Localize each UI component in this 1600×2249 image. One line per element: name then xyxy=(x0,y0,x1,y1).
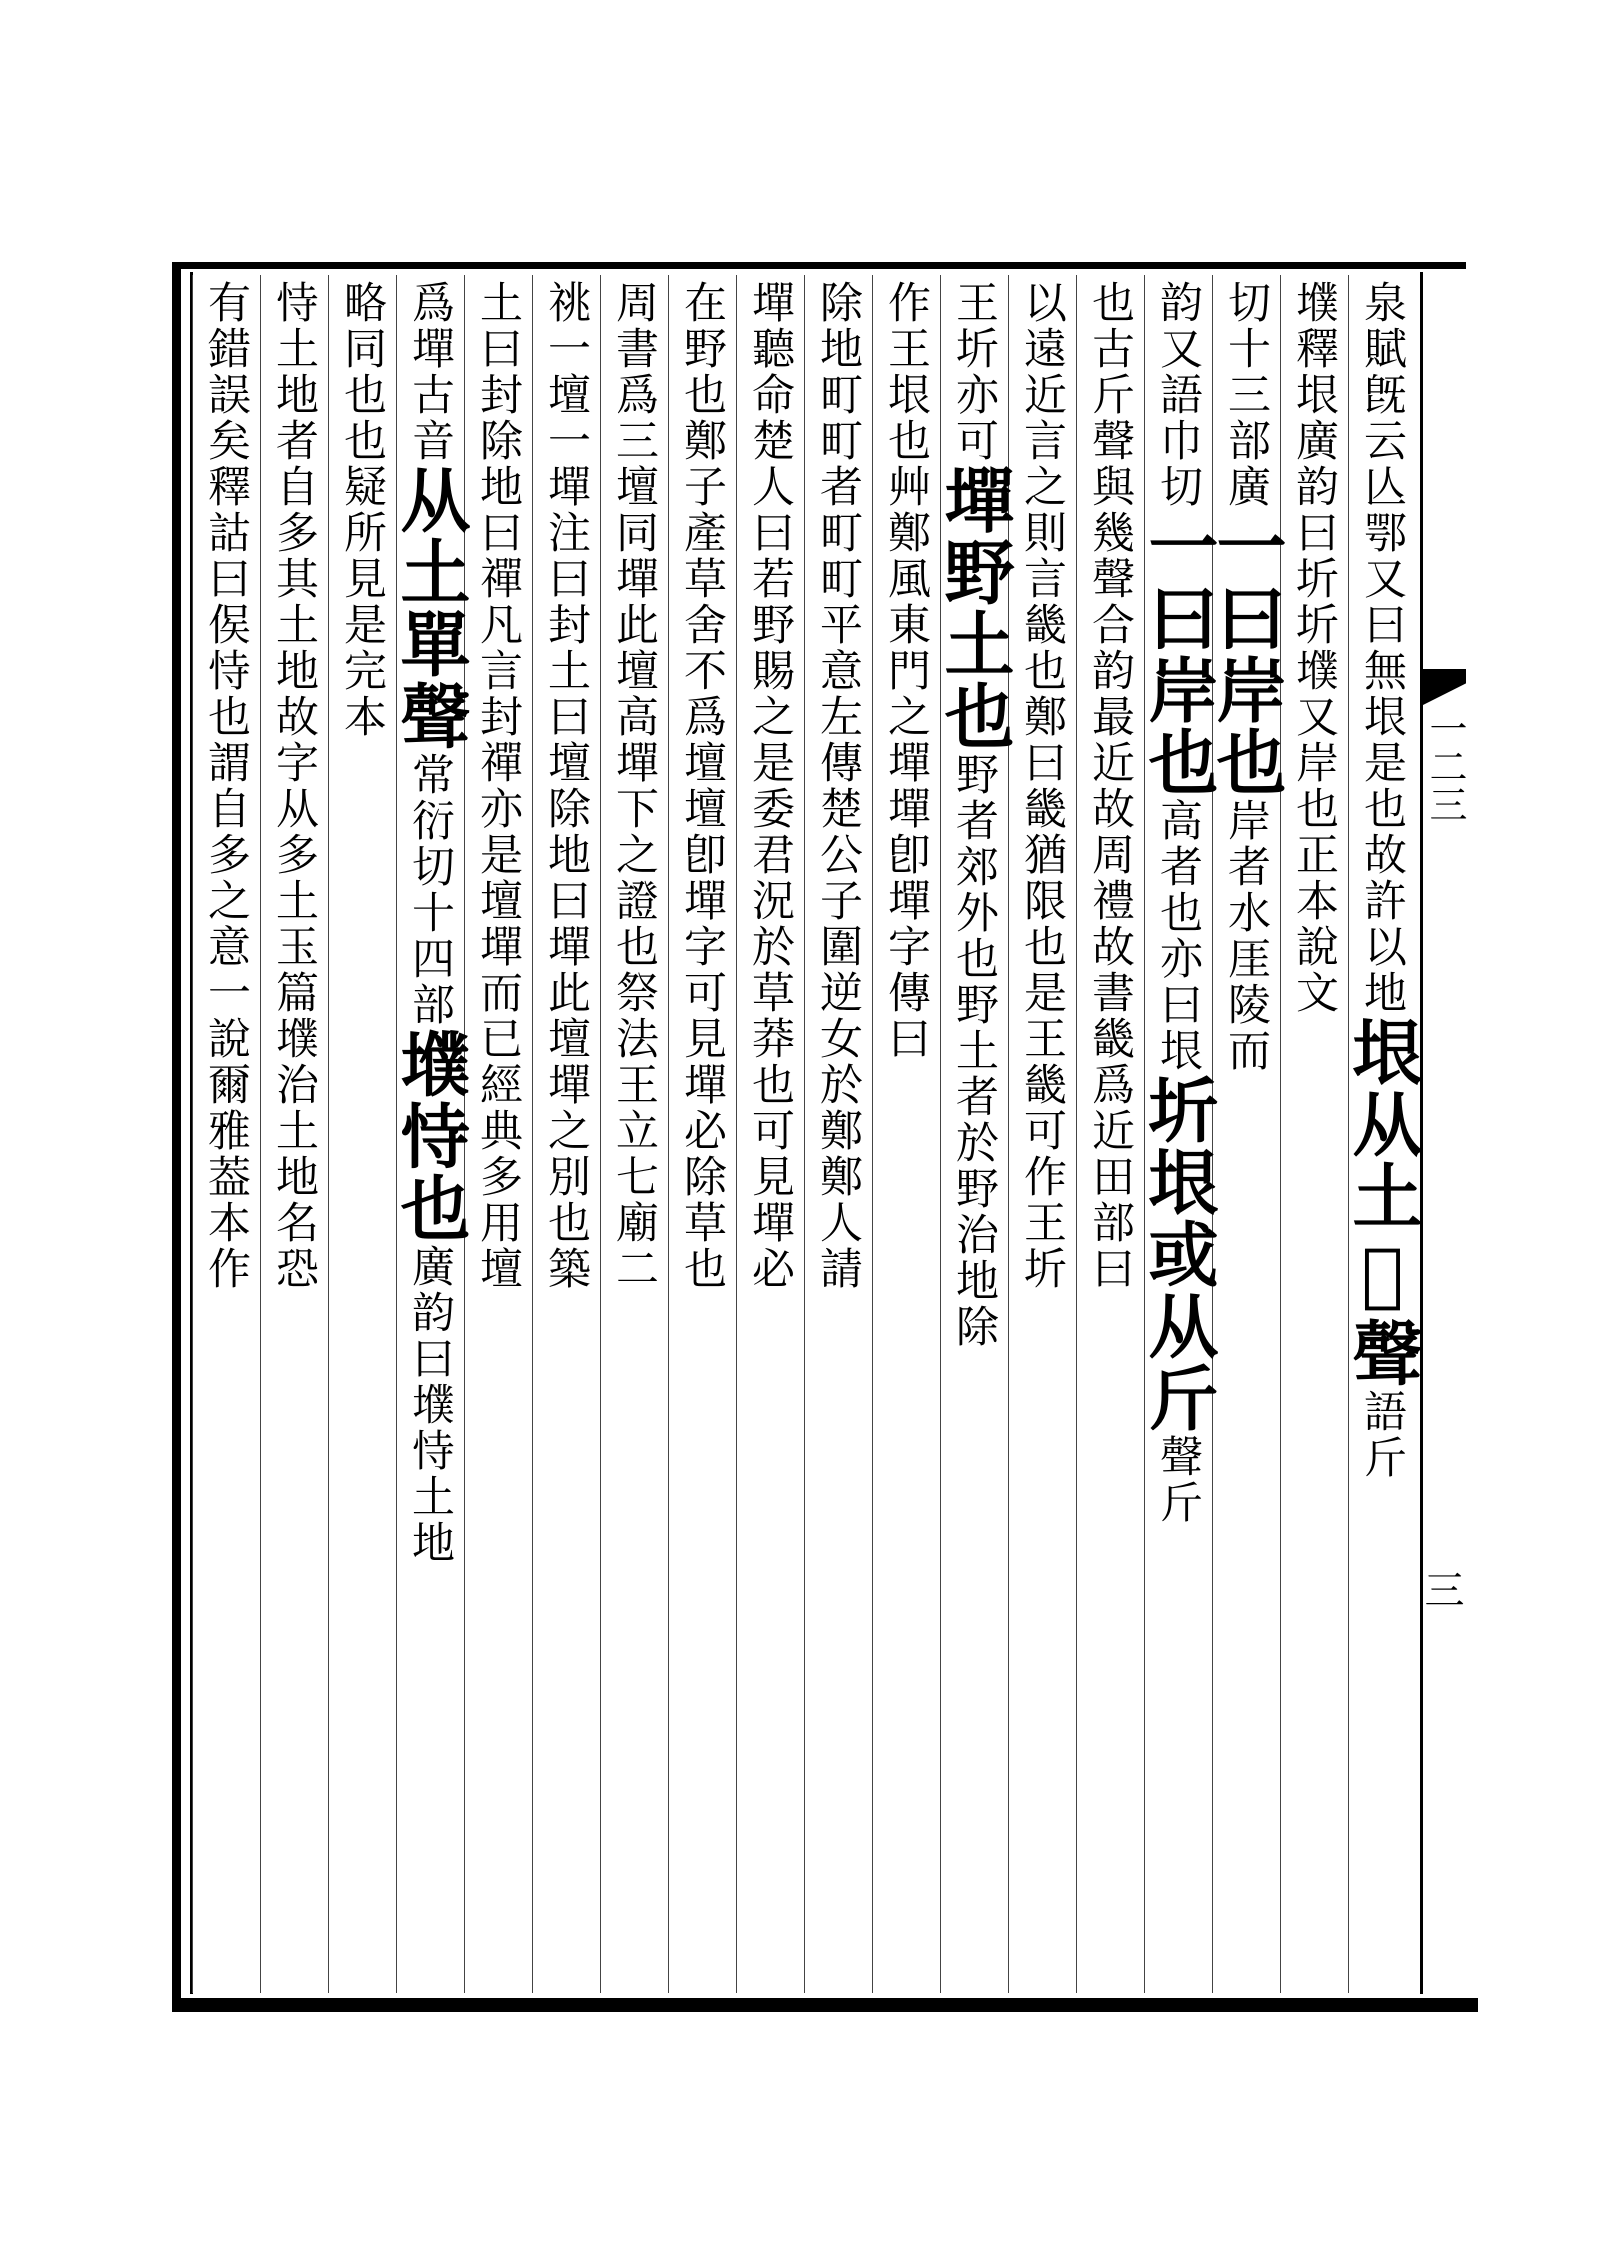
annotation-text: 除地町町者町町平意左傳楚公子圍逆女於鄭鄭人請 xyxy=(813,280,863,1292)
annotation-text: 略同也 xyxy=(337,280,387,418)
text-column xyxy=(267,280,321,1990)
text-column xyxy=(1137,280,1220,1990)
text-column xyxy=(199,280,253,1990)
text-column xyxy=(933,280,1016,1990)
annotation-text: 祧一壇一墠注曰封土曰壇除地曰墠此壇墠之別也築 xyxy=(541,280,591,1292)
annotation-text: 岸者水厓陵而 xyxy=(1221,798,1271,1074)
annotation-text: 艸鄭風東門之墠墠卽墠字傳曰 xyxy=(881,464,931,1062)
annotation-text: 有錯誤矣釋詁曰㑨恃也謂自多之意一說爾雅葢本作 xyxy=(201,280,251,1292)
annotation-text: 野者郊外也野土者於野治地除 xyxy=(949,752,999,1350)
text-column xyxy=(879,280,933,1990)
annotation-text: 聲斤 xyxy=(1153,1434,1203,1526)
annotation-text: 爲墠古音 xyxy=(405,280,455,464)
column-rule xyxy=(668,275,669,1993)
frame-corner xyxy=(1466,1998,1478,2012)
text-column xyxy=(335,280,389,1990)
main-text: 㙸恃也 xyxy=(389,1028,472,1244)
annotation-text: 㙸釋垠廣韵曰圻圻㙸又岸也正本說文 xyxy=(1289,280,1339,1016)
text-column xyxy=(811,280,865,1990)
folio-number: 三 xyxy=(1424,1568,1465,1614)
annotation-text: 恃土地者自多其土地故字从多土玉篇㙸治土地名恐 xyxy=(269,280,319,1292)
annotation-text: 墠聽命楚人曰若野賜之是委君況於草莽也可見墠必 xyxy=(745,280,795,1292)
main-text: 圻垠或从斤 xyxy=(1137,1074,1220,1434)
text-column xyxy=(539,280,593,1990)
annotation-text: 作王垠也 xyxy=(881,280,931,464)
annotation-text: 語斤 xyxy=(1357,1389,1407,1481)
text-column xyxy=(743,280,797,1990)
text-column xyxy=(1205,280,1288,1990)
annotation-text: 以遠近言之則言畿也鄭曰畿猶限也是王畿可作王圻 xyxy=(1017,280,1067,1292)
annotation-text: 常衍切十四部 xyxy=(405,752,455,1028)
column-rule xyxy=(260,275,261,1993)
main-text: 一曰岸也 xyxy=(1205,510,1288,798)
text-column xyxy=(607,280,661,1990)
column-rule xyxy=(1076,275,1077,1993)
fish-tail-mark-icon xyxy=(1423,669,1466,705)
text-column xyxy=(675,280,729,1990)
main-text: 垠从土𡋇聲 xyxy=(1341,1016,1424,1389)
main-text: 一曰岸也 xyxy=(1137,510,1220,798)
main-text: 墠野土也 xyxy=(933,464,1016,752)
annotation-text: 周書爲三壇同墠此壇高墠下之證也祭法王立七廟二 xyxy=(609,280,659,1292)
text-column xyxy=(1287,280,1341,1990)
main-text: 从土單聲 xyxy=(389,464,472,752)
annotation-text: 也疑所見是完本 xyxy=(337,418,387,740)
text-column xyxy=(1341,280,1424,1990)
annotation-text: 韵又語巾切 xyxy=(1153,280,1203,510)
annotation-text: 也古斤聲與幾聲合韵最近故周禮故書畿爲近田部曰 xyxy=(1085,280,1135,1292)
column-rule xyxy=(532,275,533,1993)
annotation-text: 王圻亦可 xyxy=(949,280,999,464)
text-column xyxy=(389,280,472,1990)
annotation-text: 在野也鄭子產草舍不爲壇壇卽墠字可見墠必除草也 xyxy=(677,280,727,1292)
column-rule xyxy=(804,275,805,1993)
center-margin xyxy=(1423,269,1466,1998)
column-rule xyxy=(192,275,193,1993)
text-column xyxy=(1083,280,1137,1990)
annotation-text: 廣韵曰㙸恃土地 xyxy=(405,1244,455,1566)
annotation-text: 土曰封除地曰禪凡言封禪亦是壇墠而已經典多用壇 xyxy=(473,280,523,1292)
annotation-text: 泉賦旣云亾鄂又曰無垠是也故許以地 xyxy=(1357,280,1407,1016)
column-rule xyxy=(328,275,329,1993)
annotation-text: 切十三部廣 xyxy=(1221,280,1271,510)
column-rule xyxy=(600,275,601,1993)
column-rule xyxy=(736,275,737,1993)
annotation-text: 高者也亦曰垠 xyxy=(1153,798,1203,1074)
text-column xyxy=(1015,280,1069,1990)
page-number: 一二三 xyxy=(1423,709,1467,823)
text-column xyxy=(471,280,525,1990)
column-rule xyxy=(872,275,873,1993)
